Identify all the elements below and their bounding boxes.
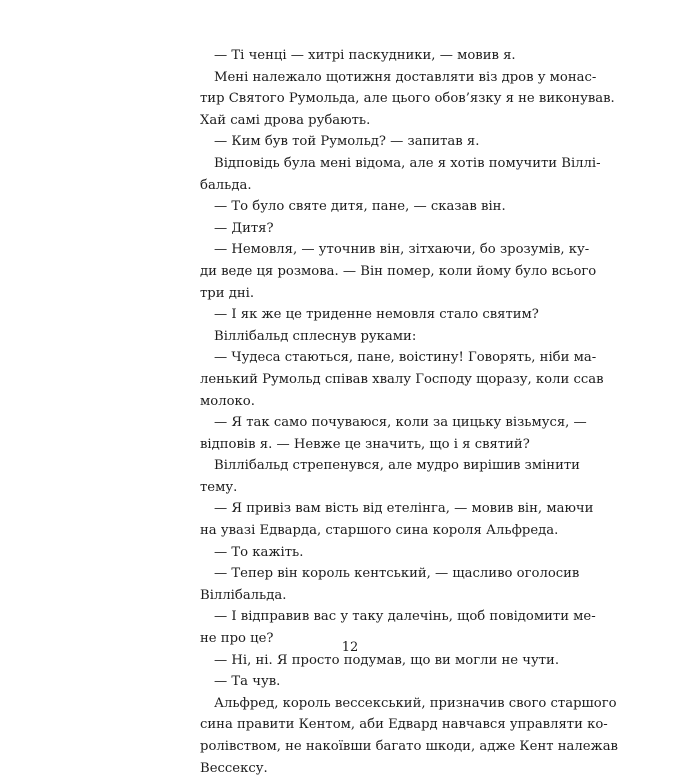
text-line: — Я привіз вам вість від етелінга, — мовив він, маючи xyxy=(214,501,594,517)
text-line: сина правити Кентом, аби Едвард навчався управляти ко- xyxy=(200,717,608,733)
text-line: Відповідь була мені відома, але я хотів помучити Віллі- xyxy=(214,155,601,171)
text-line: — І як же це триденне немовля стало святим? xyxy=(214,307,539,323)
text-line: три дні. xyxy=(200,285,255,301)
text-line: Віллібальд сплеснув руками: xyxy=(214,328,417,344)
text-line: — Немовля, — уточнив він, зітхаючи, бо зрозумів, ку- xyxy=(214,242,590,258)
text-line: Вессексу. xyxy=(200,760,268,776)
text-line: — Та чув. xyxy=(214,674,281,690)
text-line: бальда. xyxy=(200,177,252,193)
text-line: ди веде ця розмова. — Він помер, коли йому було всього xyxy=(200,263,597,279)
text-line: Альфред, король вессекський, призначив свого старшого xyxy=(214,695,617,711)
text-line: на увазі Едварда, старшого сина короля Альфреда. xyxy=(200,523,559,539)
text-line: Хай самі дрова рубають. xyxy=(200,112,371,128)
text-line: — Ті ченці — хитрі паскудники, — мовив я. xyxy=(214,48,516,63)
text-line: — Чудеса стаються, пане, воістину! Говорять, ніби ма- xyxy=(214,350,597,366)
text-line: — І відправив вас у таку далечінь, щоб повідомити ме- xyxy=(214,609,596,625)
text-line: Віллібальда. xyxy=(200,587,287,603)
text-line: — Дитя? xyxy=(214,220,274,236)
text-line: — Ні, ні. Я просто подумав, що ви могли не чути. xyxy=(214,652,560,668)
text-line: ленький Румольд співав хвалу Господу щоразу, коли ссав xyxy=(200,371,604,387)
text-line: відповів я. — Невже це значить, що і я святий? xyxy=(200,436,530,452)
page-body-text xyxy=(200,45,618,779)
text-line: Мені належало щотижня доставляти віз дров у монас- xyxy=(214,69,597,85)
text-line: тир Святого Румольда, але цього обов’язку я не виконував. xyxy=(200,91,615,107)
text-line: Віллібальд стрепенувся, але мудро вирішив змінити xyxy=(214,458,580,474)
text-line: тему. xyxy=(200,479,238,495)
text-line: ролівством, не накоївши багато шкоди, адже Кент належав xyxy=(200,739,618,754)
text-line: молоко. xyxy=(200,393,255,409)
page-number: 12 xyxy=(341,640,359,655)
text-line: — То було святе дитя, пане, — сказав він. xyxy=(214,199,506,215)
text-line: не про це? xyxy=(200,631,274,647)
text-line: — Тепер він король кентський, — щасливо оголосив xyxy=(214,566,580,582)
text-line: — Я так само почуваюся, коли за цицьку візьмуся, — xyxy=(214,415,587,431)
text-line: — Ким був той Румольд? — запитав я. xyxy=(214,134,480,150)
text-line: — То кажіть. xyxy=(214,544,304,560)
